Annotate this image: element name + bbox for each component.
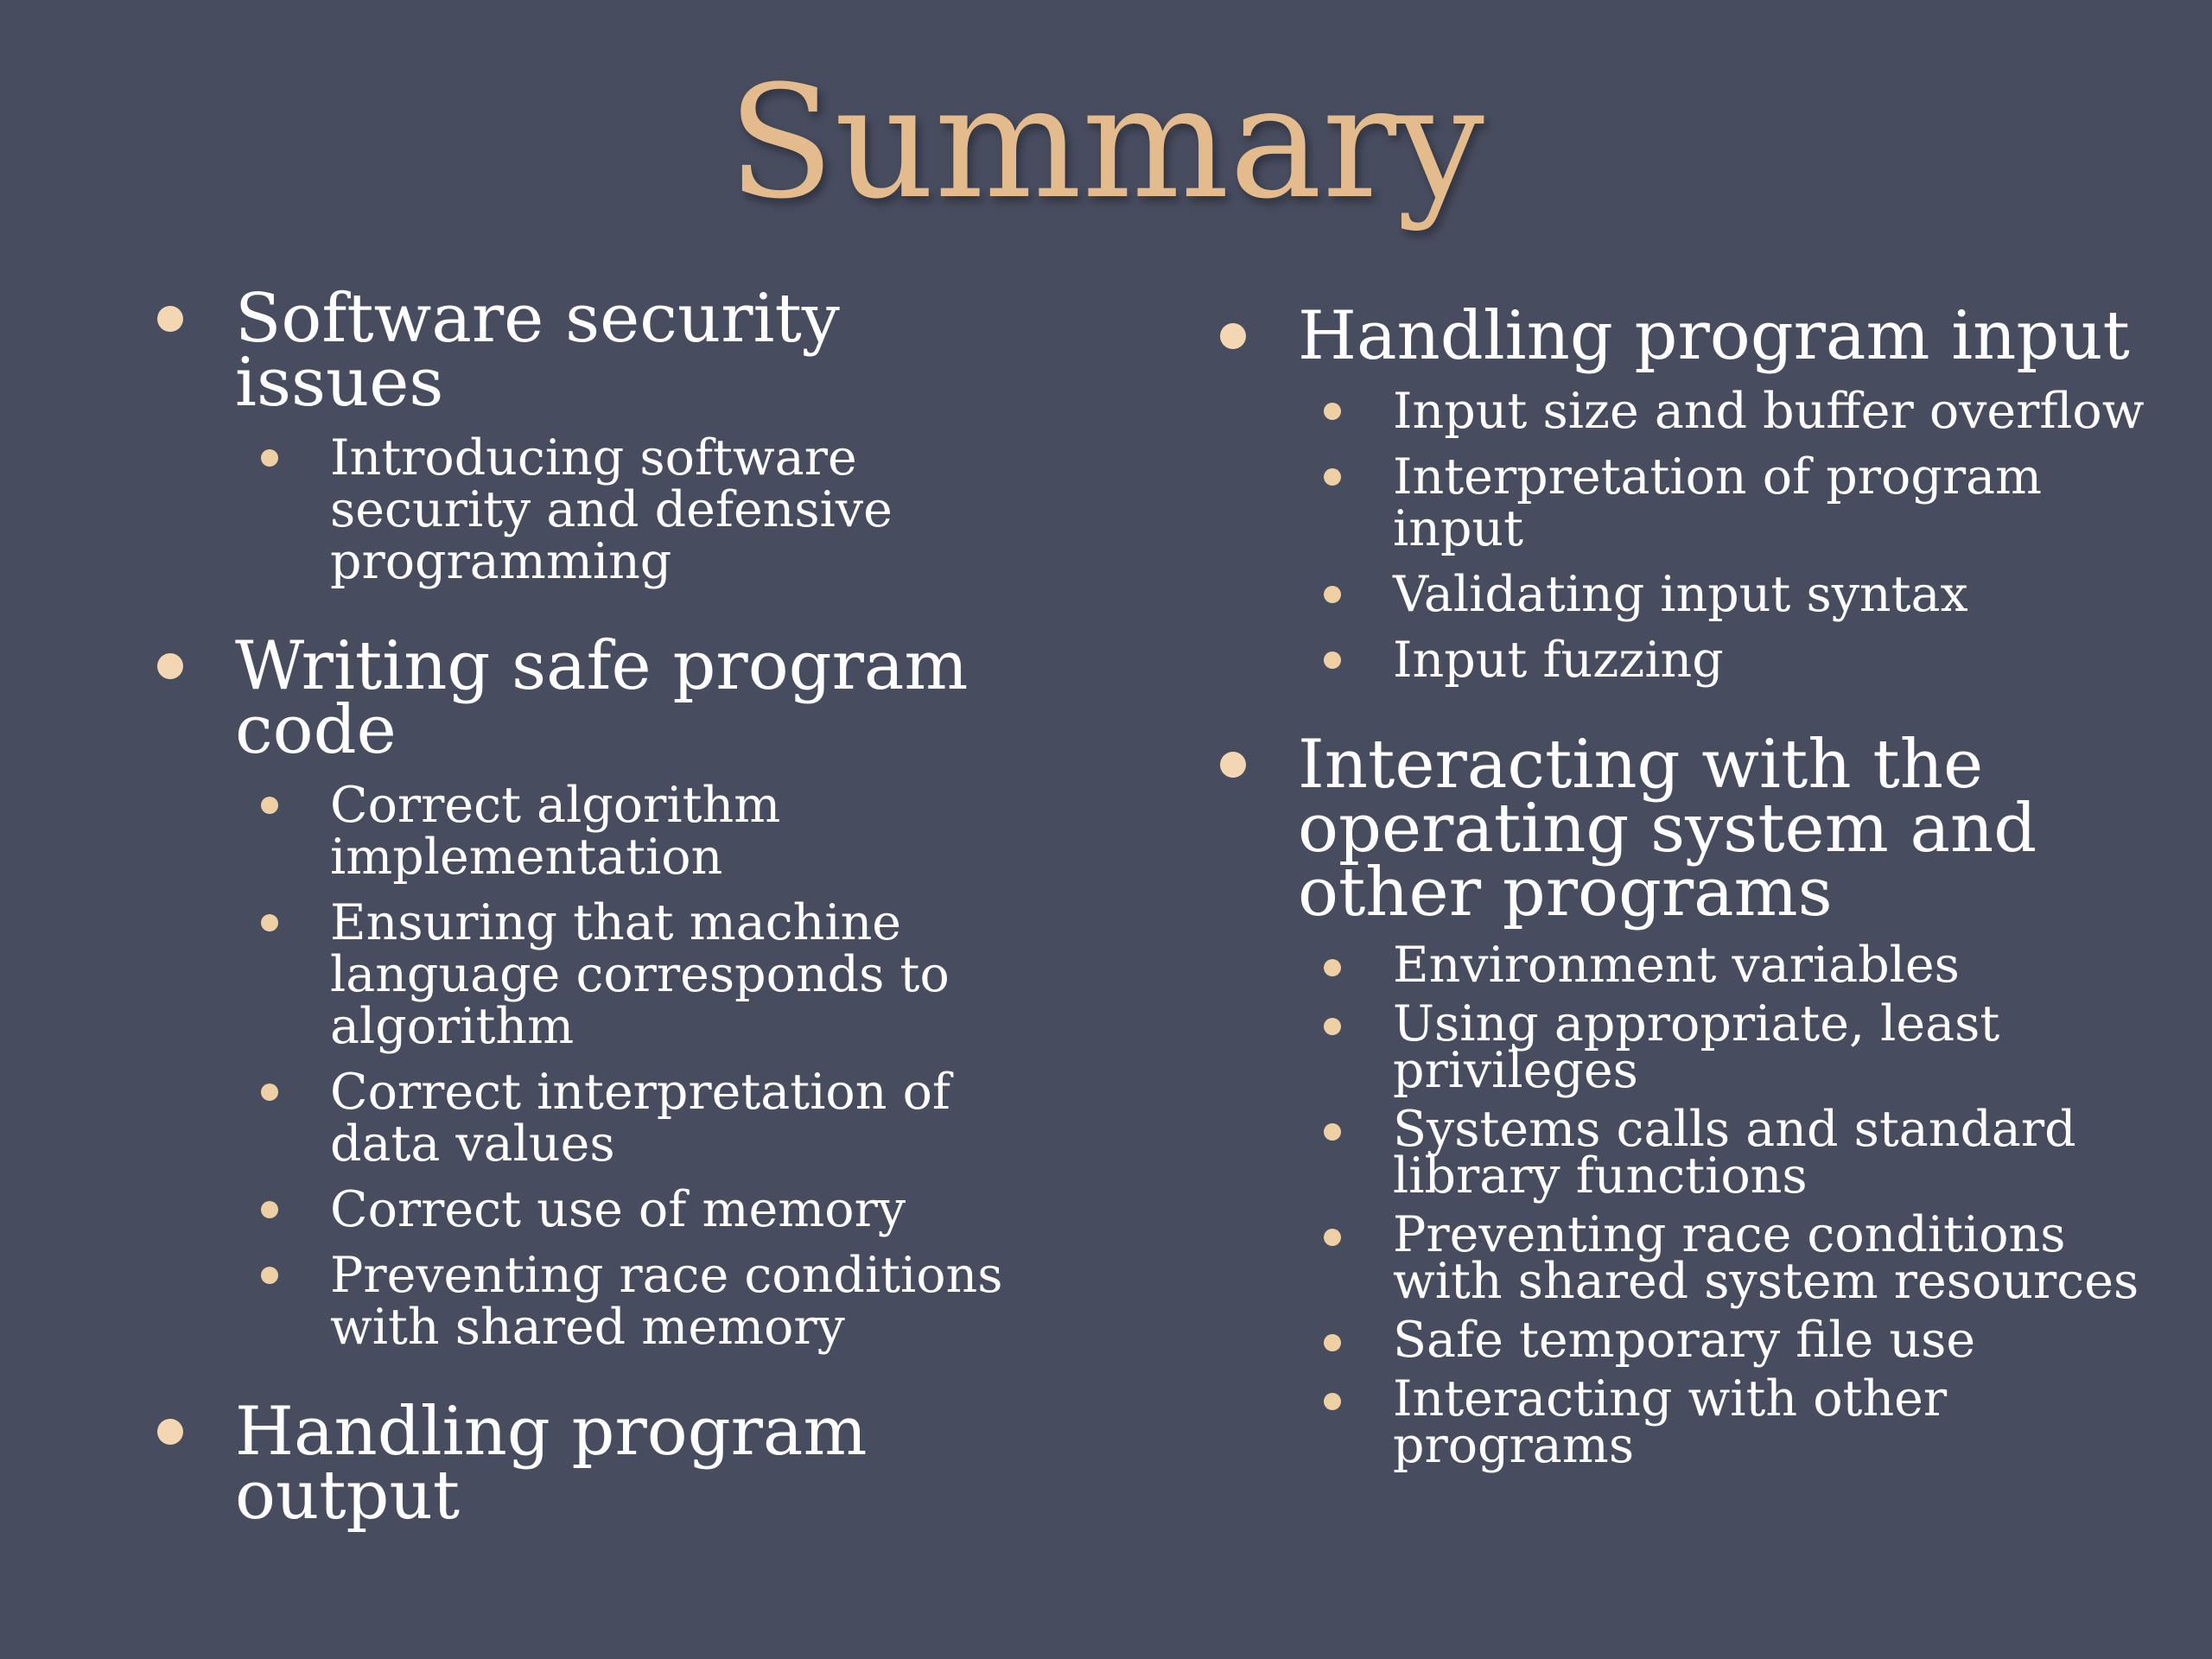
sub-bullet-icon xyxy=(1324,959,1341,976)
topic-heading: Writing safe program code xyxy=(235,627,969,769)
subtopic-list xyxy=(1298,937,2169,1474)
sub-bullet-icon xyxy=(1324,403,1341,420)
topic-handling-program-input xyxy=(1218,297,2169,689)
subtopic-item: Interpretation of program input xyxy=(1298,451,2169,555)
subtopic-list xyxy=(1298,383,2169,689)
sub-bullet-icon xyxy=(1324,1018,1341,1035)
sub-bullet-icon xyxy=(261,1267,278,1284)
sub-bullet-icon xyxy=(261,914,278,931)
bullet-icon xyxy=(1220,752,1246,778)
sub-bullet-icon xyxy=(1324,1334,1341,1351)
right-column xyxy=(1218,297,2169,1516)
subtopic-item: Introducing software security and defensive programming xyxy=(235,432,1054,588)
topic-heading: Software security issues xyxy=(235,280,840,422)
subtopic-list xyxy=(235,429,1054,590)
subtopic-item: Systems calls and standard library functions xyxy=(1298,1106,2169,1199)
subtopic-item: Using appropriate, least privileges xyxy=(1298,1001,2169,1094)
topic-software-security-issues xyxy=(156,280,1054,590)
subtopic-item: Ensuring that machine language corresponds to algorithm xyxy=(235,897,1054,1052)
subtopic-item: Preventing race conditions with shared system resources xyxy=(1298,1211,2169,1305)
topic-handling-program-output xyxy=(156,1393,1054,1535)
subtopic-item: Input size and buffer overflow xyxy=(1298,385,2169,437)
bullet-icon xyxy=(157,306,183,332)
topic-heading: Interacting with the operating system and other programs xyxy=(1298,726,2037,931)
sub-bullet-icon xyxy=(1324,1229,1341,1246)
bullet-icon xyxy=(157,653,183,679)
left-column xyxy=(156,280,1054,1574)
subtopic-item: Interacting with other programs xyxy=(1298,1376,2169,1469)
subtopic-item: Correct algorithm implementation xyxy=(235,779,1054,883)
subtopic-item: Preventing race conditions with shared memory xyxy=(235,1249,1054,1353)
sub-bullet-icon xyxy=(261,1084,278,1101)
sub-bullet-icon xyxy=(1324,1123,1341,1141)
subtopic-item: Correct interpretation of data values xyxy=(235,1066,1054,1170)
sub-bullet-icon xyxy=(1324,586,1341,603)
subtopic-item: Input fuzzing xyxy=(1298,634,2169,686)
sub-bullet-icon xyxy=(1324,1393,1341,1410)
sub-bullet-icon xyxy=(261,449,278,467)
subtopic-item: Environment variables xyxy=(1298,942,2169,988)
bullet-icon xyxy=(1220,323,1246,349)
topic-heading: Handling program output xyxy=(235,1393,868,1535)
subtopic-item: Correct use of memory xyxy=(235,1184,1054,1236)
sub-bullet-icon xyxy=(1324,468,1341,486)
subtopic-list xyxy=(235,777,1054,1356)
topic-heading: Handling program input xyxy=(1298,297,2130,375)
bullet-icon xyxy=(157,1419,183,1445)
sub-bullet-icon xyxy=(261,1201,278,1218)
topic-writing-safe-program-code xyxy=(156,627,1054,1356)
subtopic-item: Validating input syntax xyxy=(1298,569,2169,620)
sub-bullet-icon xyxy=(1324,652,1341,669)
subtopic-item: Safe temporary file use xyxy=(1298,1317,2169,1363)
slide-title: Summary xyxy=(728,53,1484,233)
topic-interacting-with-os xyxy=(1218,726,2169,1474)
sub-bullet-icon xyxy=(261,797,278,814)
